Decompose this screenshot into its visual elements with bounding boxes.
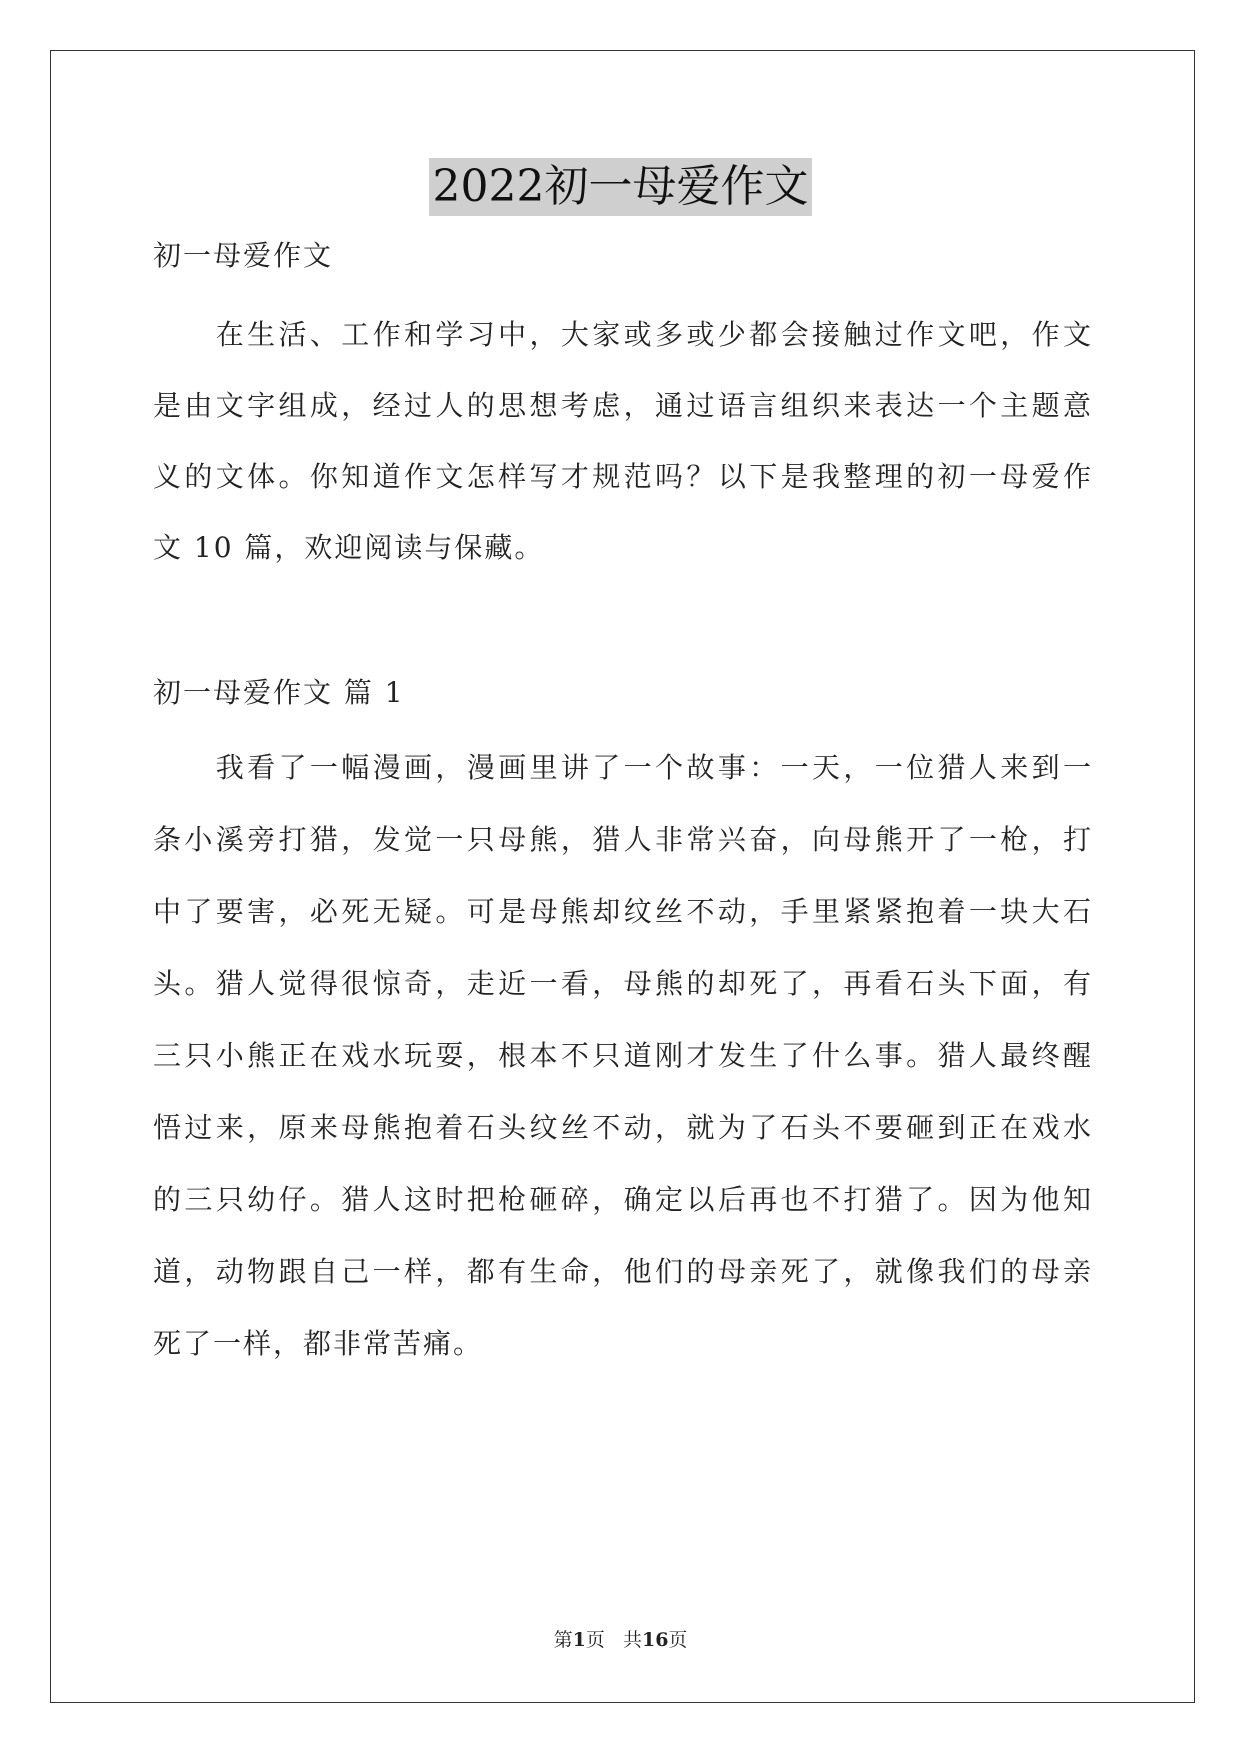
paragraph-line: 悟过来，原来母熊抱着石头纹丝不动，就为了石头不要砸到正在戏水 [153, 1111, 1093, 1144]
page-border [50, 50, 1195, 1703]
intro-line: 义的文体。你知道作文怎样写才规范吗？以下是我整理的初一母爱作 [153, 460, 1093, 493]
paragraph-line: 我看了一幅漫画，漫画里讲了一个故事：一天，一位猎人来到一 [153, 751, 1093, 784]
total-prefix: 共 [622, 1629, 642, 1651]
intro-line: 在生活、工作和学习中，大家或多或少都会接触过作文吧，作文 [153, 318, 1093, 351]
paragraph-line: 中了要害，必死无疑。可是母熊却纹丝不动，手里紧紧抱着一块大石 [153, 895, 1093, 928]
total-suffix: 页 [668, 1629, 688, 1651]
subtitle: 初一母爱作文 [153, 239, 334, 272]
paragraph-line: 头。猎人觉得很惊奇，走近一看，母熊的却死了，再看石头下面，有 [153, 967, 1093, 1000]
page-footer [0, 1626, 1241, 1654]
intro-line: 是由文字组成，经过人的思想考虑，通过语言组织来表达一个主题意 [153, 389, 1093, 422]
document-title: 2022初一母爱作文 [429, 158, 813, 216]
page-prefix: 第 [553, 1629, 573, 1651]
total-pages: 16 [641, 1629, 669, 1651]
page-suffix: 页 [585, 1629, 605, 1651]
page-number: 1 [572, 1629, 586, 1651]
paragraph-line: 条小溪旁打猎，发觉一只母熊，猎人非常兴奋，向母熊开了一枪，打 [153, 823, 1093, 856]
title-container [0, 158, 1241, 216]
paragraph-line: 三只小熊正在戏水玩耍，根本不只道刚才发生了什么事。猎人最终醒 [153, 1039, 1093, 1072]
paragraph-line: 道，动物跟自己一样，都有生命，他们的母亲死了，就像我们的母亲 [153, 1255, 1093, 1288]
section-heading: 初一母爱作文 篇 1 [153, 676, 405, 709]
paragraph-line: 死了一样，都非常苦痛。 [153, 1327, 484, 1360]
intro-line: 文 10 篇，欢迎阅读与保藏。 [153, 531, 545, 564]
paragraph-line: 的三只幼仔。猎人这时把枪砸碎，确定以后再也不打猎了。因为他知 [153, 1183, 1093, 1216]
